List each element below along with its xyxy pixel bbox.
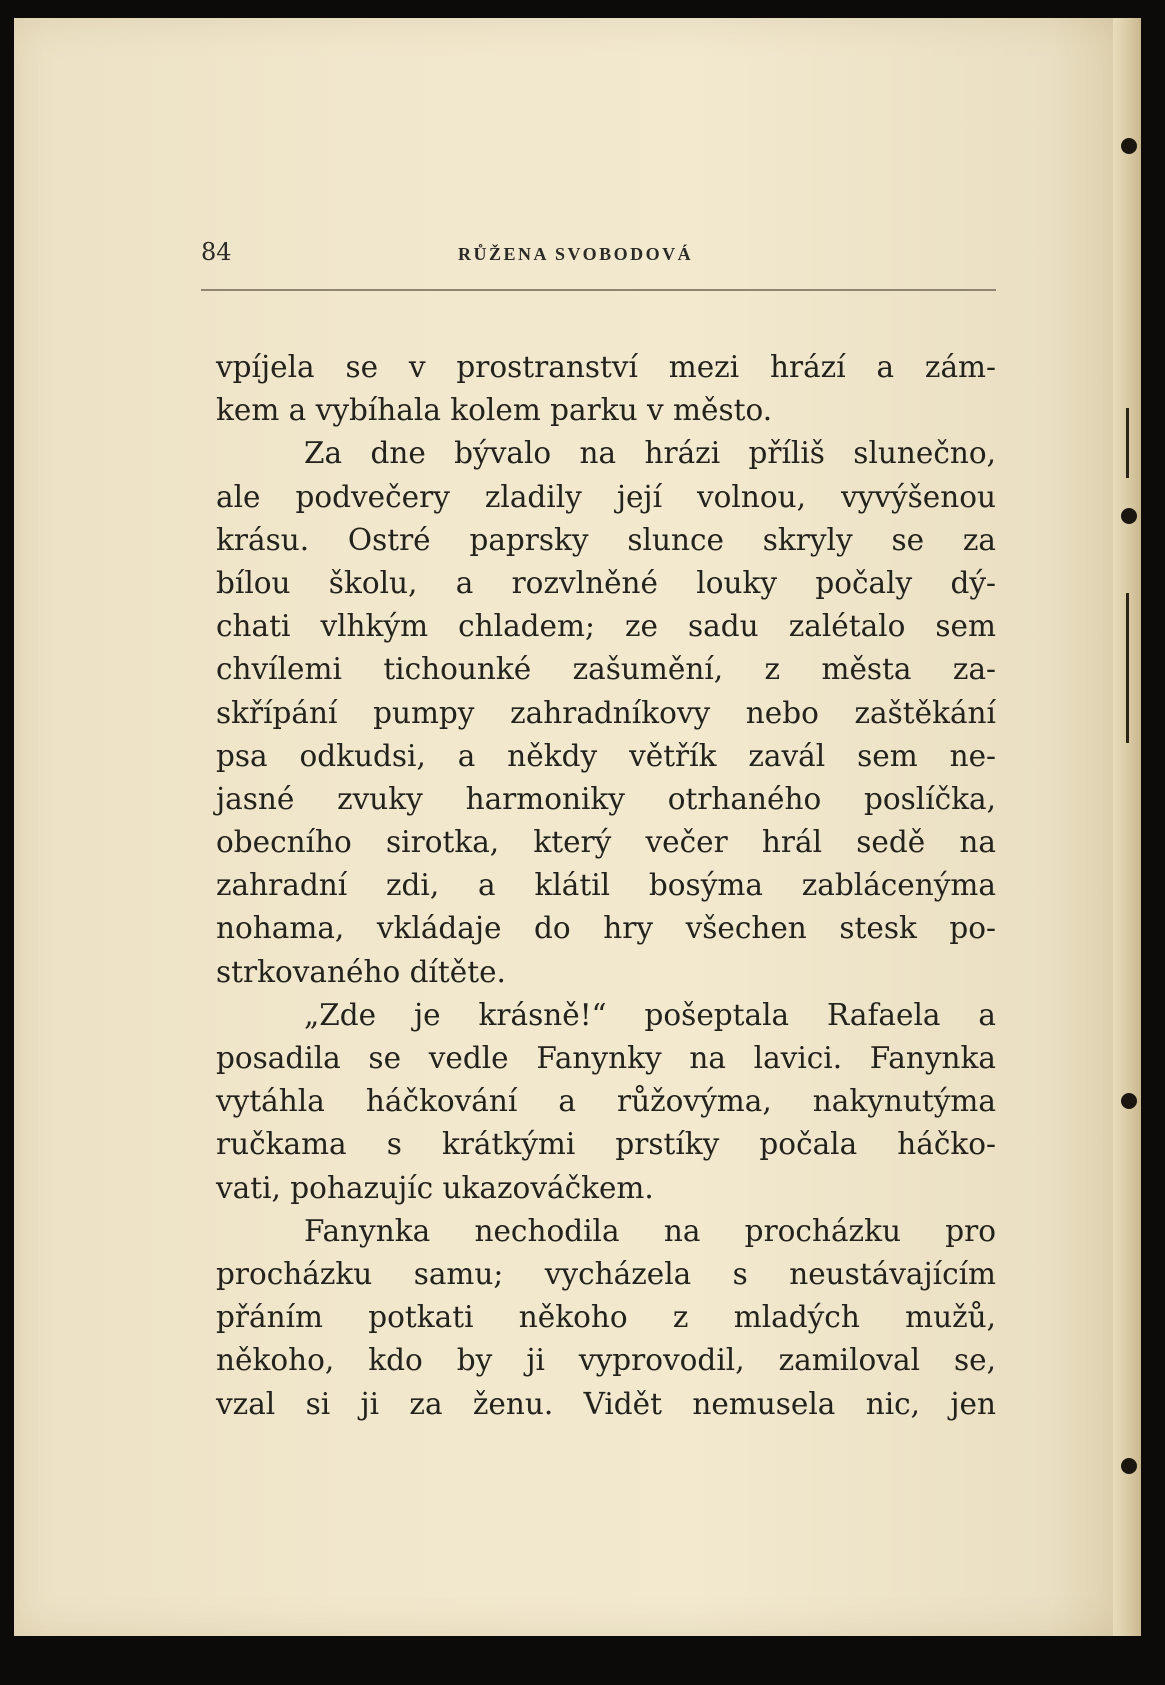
text-line: přáním potkati někoho z mladých mužů,	[216, 1300, 996, 1335]
page-edge	[1113, 18, 1141, 1636]
text-line: nohama, vkládaje do hry všechen stesk po-	[216, 911, 996, 946]
text-line: strkovaného dítěte.	[216, 954, 506, 989]
page-number: 84	[201, 238, 232, 266]
text-line: „Zde je krásně!“ pošeptala Rafaela a	[304, 997, 996, 1032]
binding-hole	[1121, 1458, 1137, 1474]
header-rule	[201, 289, 996, 291]
text-line: kem a vybíhala kolem parku v město.	[216, 393, 773, 428]
text-line: vzal si ji za ženu. Vidět nemusela nic, jen	[216, 1386, 996, 1421]
text-line: chati vlhkým chladem; ze sadu zalétalo sem	[216, 609, 996, 644]
text-line: vytáhla háčkování a růžovýma, nakynutýma	[216, 1084, 996, 1119]
text-line: vpíjela se v prostranství mezi hrází a zám-	[216, 350, 996, 384]
text-line: bílou školu, a rozvlněné louky počaly dý-	[216, 565, 996, 600]
binding-thread	[1126, 593, 1129, 743]
text-line: skřípání pumpy zahradníkovy nebo zaštěkání	[216, 695, 996, 730]
binding-hole	[1121, 138, 1137, 154]
text-line: někoho, kdo by ji vyprovodil, zamiloval se,	[216, 1343, 996, 1378]
binding-hole	[1121, 508, 1137, 524]
binding-thread	[1126, 408, 1129, 478]
page-header	[201, 238, 996, 274]
binding-hole	[1121, 1093, 1137, 1109]
text-line: obecního sirotka, který večer hrál sedě na	[216, 825, 996, 860]
body-text	[216, 346, 996, 1426]
text-line: Za dne bývalo na hrázi příliš slunečno,	[304, 436, 996, 471]
text-line: jasné zvuky harmoniky otrhaného poslíčka,	[216, 781, 996, 816]
text-line: chvílemi tichounké zašumění, z města za-	[216, 652, 996, 687]
text-line: posadila se vedle Fanynky na lavici. Fanynka	[216, 1041, 996, 1075]
running-head: RŮŽENA SVOBODOVÁ	[458, 244, 694, 264]
text-line: ručkama s krátkými prstíky počala háčko-	[216, 1127, 996, 1162]
text-line: procházku samu; vycházela s neustávajícím	[216, 1256, 996, 1291]
text-line: Fanynka nechodila na procházku pro	[304, 1213, 996, 1248]
text-line: zahradní zdi, a klátil bosýma zablácenýma	[216, 868, 996, 903]
text-line: psa odkudsi, a někdy větřík zavál sem ne-	[216, 738, 996, 773]
text-line: krásu. Ostré paprsky slunce skryly se za	[216, 522, 996, 557]
text-line: ale podvečery zladily její volnou, vyvýšenou	[216, 479, 996, 514]
text-line: vati, pohazujíc ukazováčkem.	[216, 1170, 654, 1205]
